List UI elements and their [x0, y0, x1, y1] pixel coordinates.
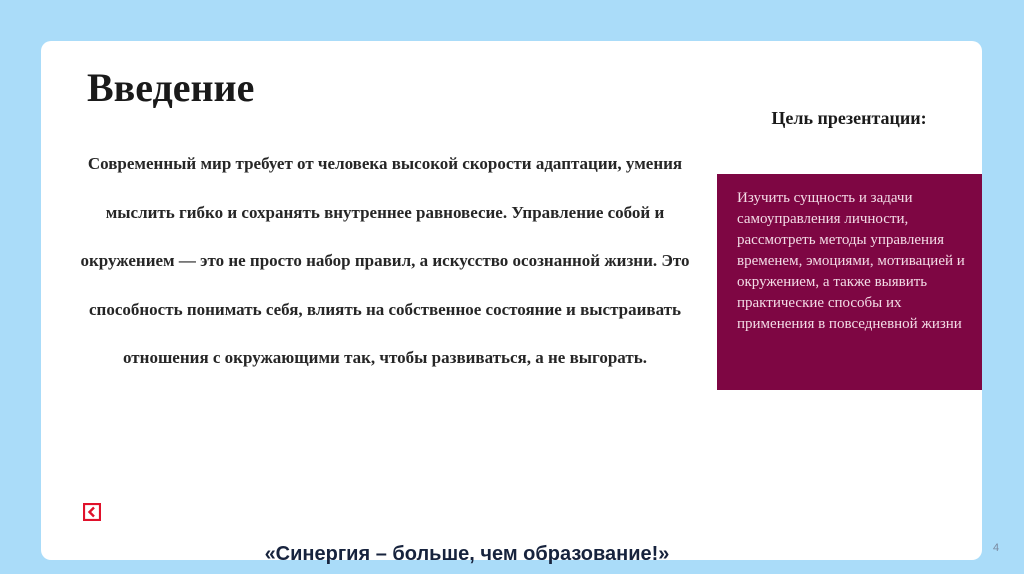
page-number: 4: [993, 542, 1000, 554]
goal-heading: Цель презентации:: [771, 108, 927, 128]
goal-box: [717, 174, 982, 390]
goal-text: Изучить сущность и задачи самоуправления личности, рассмотреть методы управления временем, эмоциями, мотивацией и окружением, а также выявить практические способы их применения в повседневной жизни: [737, 190, 965, 332]
footer-slogan: «Синергия – больше, чем образование!»: [264, 543, 670, 565]
synergy-logo-icon: [83, 503, 101, 521]
slide-title: Введение: [87, 65, 255, 110]
intro-paragraph: Современный мир требует от человека высокой скорости адаптации, умения мыслить гибко и сохранять внутреннее равновесие. Управление собой и окружением — это не просто набор правил, а искусство осознанной жизни. Это способность понимать себя, влиять на собственное состояние и выстраивать отношения с окружающими так, чтобы развиваться, а не выгорать.: [80, 154, 690, 367]
